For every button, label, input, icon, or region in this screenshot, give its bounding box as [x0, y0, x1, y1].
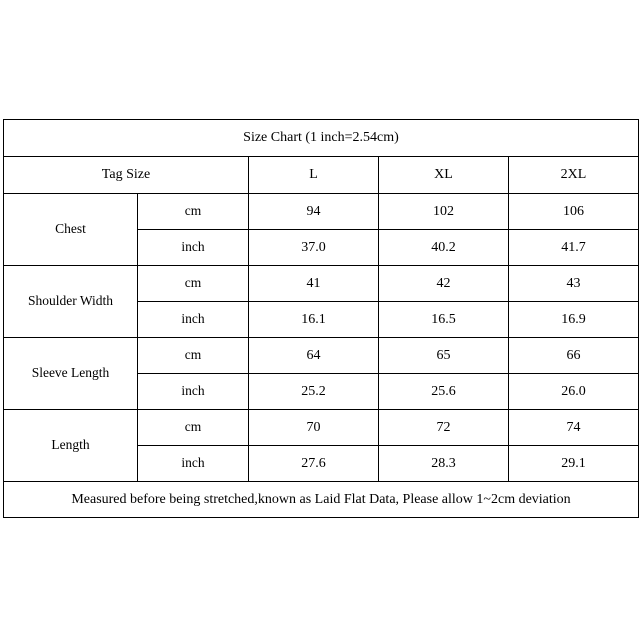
value-cell: 41.7 [509, 230, 639, 266]
unit-label: inch [138, 302, 249, 338]
value-cell: 16.1 [249, 302, 379, 338]
value-cell: 41 [249, 266, 379, 302]
table-row [4, 194, 639, 230]
table-row [4, 410, 639, 446]
chart-title: Size Chart (1 inch=2.54cm) [4, 120, 639, 157]
value-cell: 65 [379, 338, 509, 374]
measurement-name-length: Length [4, 410, 138, 482]
measurement-name-shoulder-width: Shoulder Width [4, 266, 138, 338]
unit-label: cm [138, 194, 249, 230]
value-cell: 66 [509, 338, 639, 374]
unit-label: inch [138, 230, 249, 266]
value-cell: 28.3 [379, 446, 509, 482]
value-cell: 25.2 [249, 374, 379, 410]
value-cell: 29.1 [509, 446, 639, 482]
size-header-xl: XL [379, 157, 509, 194]
value-cell: 16.9 [509, 302, 639, 338]
value-cell: 94 [249, 194, 379, 230]
value-cell: 25.6 [379, 374, 509, 410]
value-cell: 16.5 [379, 302, 509, 338]
value-cell: 37.0 [249, 230, 379, 266]
value-cell: 64 [249, 338, 379, 374]
value-cell: 72 [379, 410, 509, 446]
value-cell: 42 [379, 266, 509, 302]
title-row [4, 120, 639, 157]
measurement-name-sleeve-length: Sleeve Length [4, 338, 138, 410]
tag-size-label: Tag Size [4, 157, 249, 194]
measurement-name-chest: Chest [4, 194, 138, 266]
value-cell: 27.6 [249, 446, 379, 482]
value-cell: 40.2 [379, 230, 509, 266]
unit-label: cm [138, 410, 249, 446]
size-header-l: L [249, 157, 379, 194]
unit-label: inch [138, 374, 249, 410]
table-row [4, 266, 639, 302]
footer-note: Measured before being stretched,known as Laid Flat Data, Please allow 1~2cm deviation [4, 482, 639, 518]
table-row [4, 338, 639, 374]
size-chart-table [3, 119, 639, 518]
unit-label: cm [138, 266, 249, 302]
value-cell: 102 [379, 194, 509, 230]
unit-label: cm [138, 338, 249, 374]
value-cell: 26.0 [509, 374, 639, 410]
value-cell: 106 [509, 194, 639, 230]
value-cell: 70 [249, 410, 379, 446]
header-row [4, 157, 639, 194]
value-cell: 43 [509, 266, 639, 302]
unit-label: inch [138, 446, 249, 482]
value-cell: 74 [509, 410, 639, 446]
size-chart-body [4, 120, 639, 518]
size-header-2xl: 2XL [509, 157, 639, 194]
footer-row [4, 482, 639, 518]
